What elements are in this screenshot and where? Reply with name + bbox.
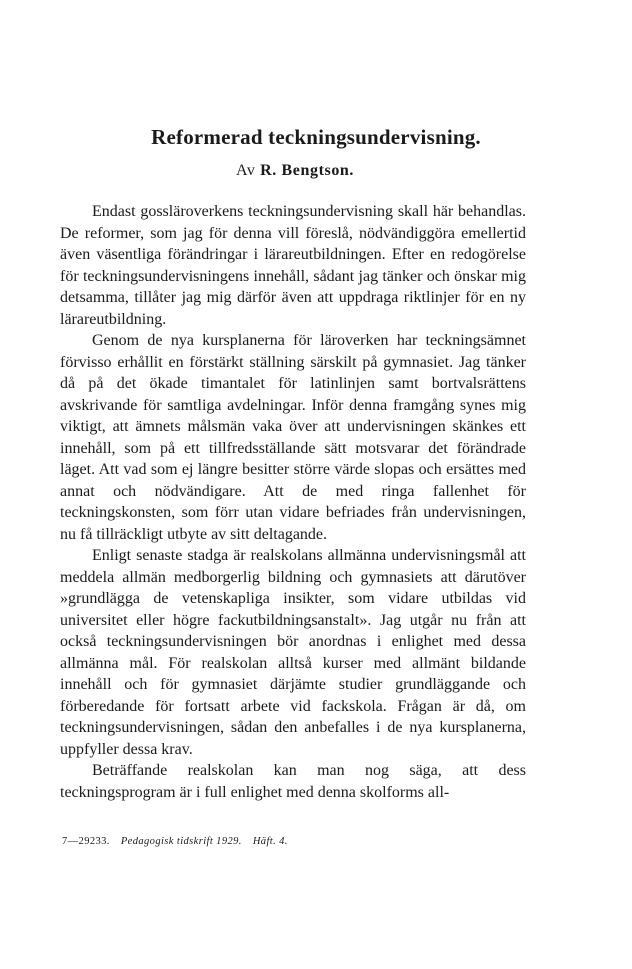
footer-issue: Häft. 4.	[252, 836, 288, 847]
author-name: R. Bengtson.	[260, 162, 355, 179]
article-body	[60, 201, 526, 803]
author-prefix: Av	[235, 162, 256, 179]
paragraph-2: Genom de nya kursplanerna för läroverken har teckningsämnet förvisso erhållit en förstärkt ställning särskilt på gymnasiet. Jag tänker då på det ökade timantalet för latinlinjen samt bortvalsrättens avskrivande för samtliga avdelningar. Inför denna framgång synes mig viktigt, att ämnets målsmän vaka över att undervisningen skänkes ett innehåll, som på ett tillfredsställande sätt motsvarar det förändrade läget. Att vad som ej längre besitter större värde slopas och ersättes med annat och nödvändigare. Att de med ringa fallenhet för teckningskonsten, som förr utan vidare befriades från undervisningen, nu få tillräckligt utbyte av sitt deltagande.	[60, 332, 526, 543]
page-footer	[62, 836, 532, 847]
article-title: Reformerad teckningsundervisning.	[151, 125, 481, 149]
paragraph-4: Beträffande realskolan kan man nog säga, att dess teckningsprogram är i full enlighet med denna skolforms all-	[60, 762, 526, 801]
footer-number: 7—29233.	[62, 836, 110, 847]
footer-journal: Pedagogisk tidskrift 1929.	[120, 836, 242, 847]
paragraph-1: Endast gossläroverkens teckningsundervisning skall här behandlas. De reformer, som jag för denna vill föreslå, nödvändiggöra emellertid även väsentliga förändringar i lärareutbildningen. Efter en redogörelse för teckningsundervisningens innehåll, sådant jag tänker och önskar mig detsamma, tillåter jag mig därför även att uppdraga riktlinjer för en ny lärareutbildning.	[60, 203, 526, 328]
paragraph-3: Enligt senaste stadga är realskolans allmänna undervisningsmål att meddela allmän medborgerlig bildning och gymnasiets att därutöver »grundlägga de vetenskapliga insikter, som vidare utbildas vid universitet eller högre fackutbildningsanstalt». Jag utgår nu från att också teckningsundervisningen bör anordnas i enlighet med dessa allmänna mål. För realskolan alltså kurser med allmänt bildande innehåll och för gymnasiet därjämte studier grundläggande och förberedande för fortsatt arbete vid fackskola. Frågan är då, om teckningsundervisningen, sådan den anbefalles i de nya kursplanerna, uppfyller dessa krav.	[60, 547, 526, 758]
author-line	[0, 162, 590, 180]
